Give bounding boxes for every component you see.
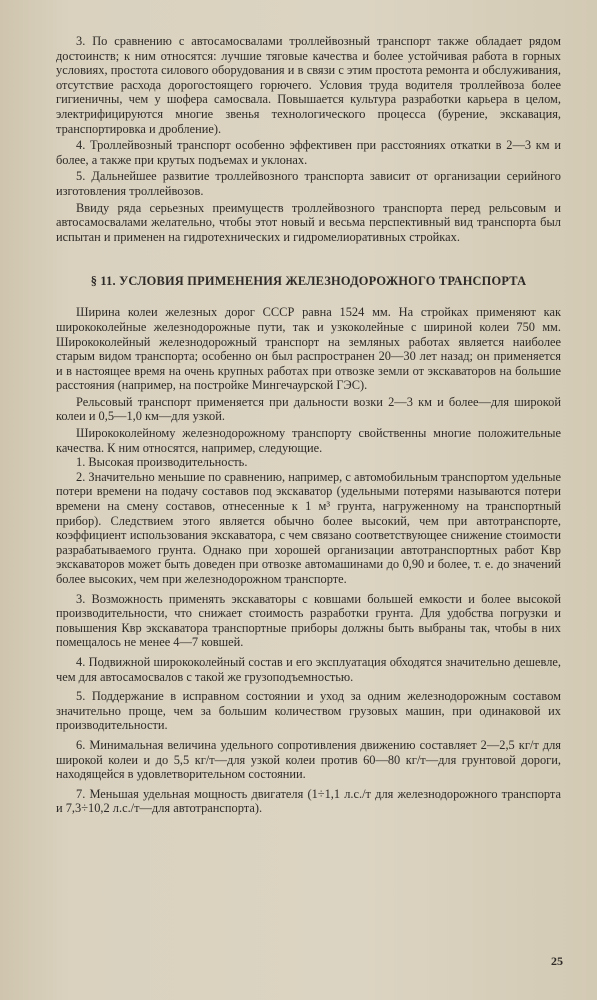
paragraph-haul-distance: 4. Троллейвозный транспорт особенно эффективен при расстояниях откатки в 2—3 км и более, а также при крутых подъемах и уклонах. xyxy=(56,138,561,167)
list-item-maintenance: 5. Поддержание в исправном состоянии и уход за одним железнодорожным составом значительно проще, чем за большим количеством грузовых машин, при одинаковой их производительности. xyxy=(56,689,561,733)
page-number: 25 xyxy=(551,954,563,968)
paragraph-positive-qualities: Ширококолейному железнодорожному транспорту свойственны многие положительные качества. К ним относятся, например, следующие. xyxy=(56,426,561,455)
paragraph-recommendation: Ввиду ряда серьезных преимуществ троллейвозного транспорта перед рельсовым и автосамосвалами желательно, чтобы этот новый и весьма перспективный вид транспорта был испытан и применен на гидротехнических и гидромелиоративных стройках. xyxy=(56,200,561,244)
paragraph-serial-production: 5. Дальнейшее развитие троллейвозного транспорта зависит от организации серийного изготовления троллейвозов. xyxy=(56,169,561,198)
list-item-rolling-stock-cost: 4. Подвижной ширококолейный состав и его эксплуатация обходятся значительно дешевле, чем для автосамосвалов с такой же грузоподъемностью. xyxy=(56,654,561,684)
section-heading: § 11. УСЛОВИЯ ПРИМЕНЕНИЯ ЖЕЛЕЗНОДОРОЖНОГО ТРАНСПОРТА xyxy=(90,274,527,289)
list-item-productivity: 1. Высокая производительность. xyxy=(76,455,248,470)
list-item-engine-power: 7. Меньшая удельная мощность двигателя (1÷1,1 л.с./т для железнодорожного транспорта и 7,3÷10,2 л.с./т—для автотранспорта). xyxy=(56,786,561,816)
list-item-resistance: 6. Минимальная величина удельного сопротивления движению составляет 2—2,5 кг/т для широкой колеи и до 5,5 кг/т—для узкой колеи против 60—80 кг/т—для грунтовой дороги, находящейся в удовлетворительном состоянии. xyxy=(56,737,561,782)
paragraph-rail-distance: Рельсовый транспорт применяется при дальности возки 2—3 км и более—для широкой колеи и 0,5—1,0 км—для узкой. xyxy=(56,394,561,424)
paragraph-gauge-width: Ширина колеи железных дорог СССР равна 1524 мм. На стройках применяют как ширококолейные железнодорожные пути, так и узкоколейные с шириной колеи 750 мм. Ширококолейный железнодорожный транспорт на земляных работах является наиболее старым видом транспорта; особенно он был распространен 20—30 лет назад; он применяется и в настоящее время на очень крупных работах при отвозке земли от экскаваторов на большие расстояния (например, на постройке Мингечаурской ГЭС). xyxy=(56,305,561,393)
list-item-bucket-capacity: 3. Возможность применять экскаваторы с ковшами большей емкости и более высокой производительности, что снижает стоимость разработки грунта. Для удобства погрузки и повышения Квр экскаватора транспортные приборы должны быть выбраны так, чтобы в них помещалось не менее 4—7 ковшей. xyxy=(56,591,561,650)
list-item-time-losses: 2. Значительно меньшие по сравнению, например, с автомобильным транспортом удельные потери времени на подачу составов под экскаватор (удельными потерями называются потери времени на смену составов, отнесенные к 1 м³ грунта, нагруженному на транспортный прибор). Следствием этого является обычно более высокий, чем при автотранспорте, коэффициент использования экскаватора, с чем связано соответствующее снижение стоимости разрабатываемого грунта. Однако при хорошей организации автотранспортных работ Квр экскаваторов может быть доведен при отвозке автомашинами до 0,90 и более, т. е. до значений более высоких, чем при железнодорожном транспорте. xyxy=(56,469,561,586)
paragraph-trolleytruck-advantages: 3. По сравнению с автосамосвалами троллейвозный транспорт также обладает рядом достоинств; к ним относятся: лучшие тяговые качества и более устойчивая работа в горных условиях, простота силового оборудования и в связи с этим простота ремонта и обслуживания, отсутствие расхода дорогостоящего горючего. Условия труда водителя троллейвоза более гигиеничны, чем у шофера самосвала. Повышается культура разработки карьера в целом, электрифицируются многие звенья технологического процесса (бурение, экскавация, транспортировка и дробление). xyxy=(56,34,561,136)
